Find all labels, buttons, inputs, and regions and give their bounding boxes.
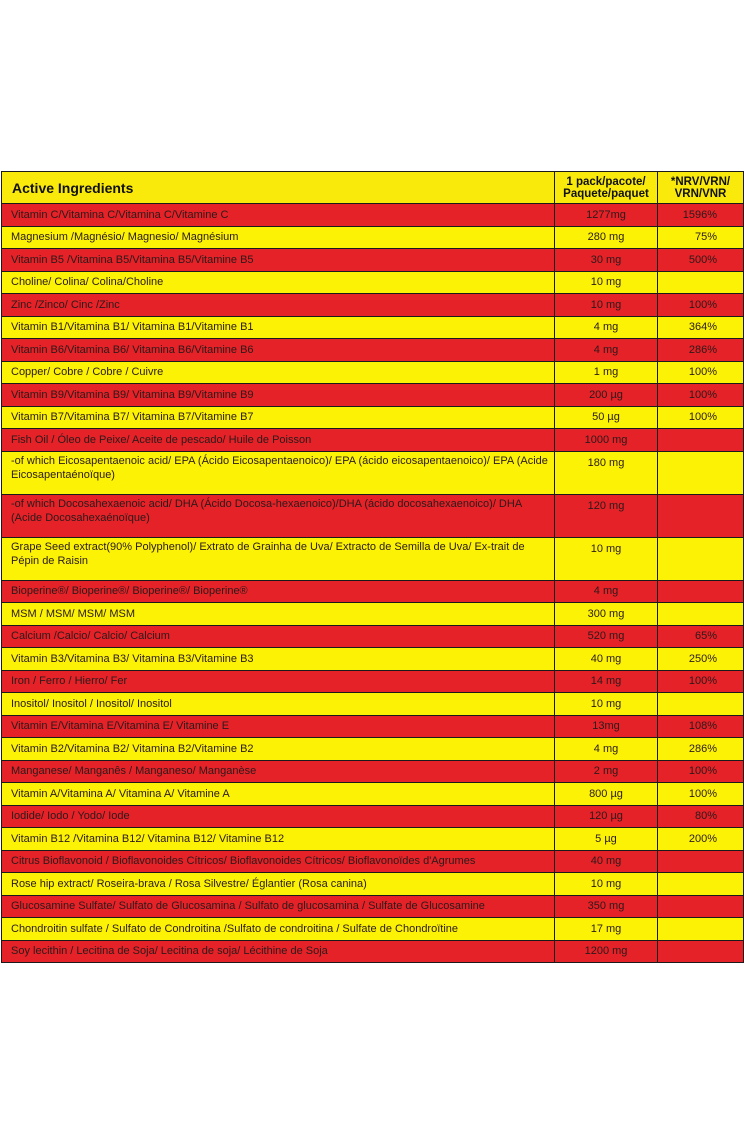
ingredients-table [1,171,744,963]
ingredient-nrv [658,850,744,873]
ingredient-amount: 40 mg [555,648,658,671]
ingredient-name: Citrus Bioflavonoid / Bioflavonoides Cítricos/ Bioflavonoides Cítricos/ Bioflavonoïdes d'Agrumes [2,850,555,873]
ingredient-amount: 4 mg [555,316,658,339]
ingredient-amount: 120 µg [555,805,658,828]
ingredient-nrv: 500% [658,249,744,272]
ingredient-amount: 200 µg [555,384,658,407]
ingredient-name: Grape Seed extract(90% Polyphenol)/ Extrato de Grainha de Uva/ Extracto de Semilla de Uva/ Ex-trait de Pépin de Raisin [2,537,555,580]
header-row [2,172,744,204]
table-row [2,316,744,339]
ingredient-name: Vitamin B9/Vitamina B9/ Vitamina B9/Vitamine B9 [2,384,555,407]
ingredient-amount: 50 µg [555,406,658,429]
ingredient-name: Calcium /Calcio/ Calcio/ Calcium [2,625,555,648]
table-row [2,918,744,941]
ingredient-nrv: 286% [658,738,744,761]
ingredient-name: Vitamin B1/Vitamina B1/ Vitamina B1/Vitamine B1 [2,316,555,339]
ingredient-nrv: 250% [658,648,744,671]
ingredient-amount: 17 mg [555,918,658,941]
table-row [2,494,744,537]
table-row [2,760,744,783]
table-row [2,625,744,648]
ingredient-name: Manganese/ Manganês / Manganeso/ Manganèse [2,760,555,783]
ingredient-name: Vitamin E/Vitamina E/Vitamina E/ Vitamine E [2,715,555,738]
ingredient-name: Vitamin B7/Vitamina B7/ Vitamina B7/Vitamine B7 [2,406,555,429]
ingredient-name: MSM / MSM/ MSM/ MSM [2,603,555,626]
ingredient-nrv [658,918,744,941]
ingredients-body [2,204,744,963]
ingredient-name: -of which Eicosapentaenoic acid/ EPA (Ácido Eicosapentaenoico)/ EPA (ácido eicosapentaenoico)/ EPA (Acide Eicosapentaénoïque) [2,451,555,494]
table-row [2,873,744,896]
ingredient-amount: 1000 mg [555,429,658,452]
ingredient-amount: 13mg [555,715,658,738]
ingredient-amount: 40 mg [555,850,658,873]
ingredient-amount: 180 mg [555,451,658,494]
table-row [2,339,744,362]
ingredient-nrv [658,271,744,294]
ingredient-nrv [658,895,744,918]
table-row [2,670,744,693]
table-row [2,384,744,407]
header-per-pack: 1 pack/pacote/ Paquete/paquet [555,172,658,204]
ingredient-name: Bioperine®/ Bioperine®/ Bioperine®/ Bioperine® [2,580,555,603]
ingredient-name: Magnesium /Magnésio/ Magnesio/ Magnésium [2,226,555,249]
ingredient-name: Vitamin A/Vitamina A/ Vitamina A/ Vitamine A [2,783,555,806]
ingredient-nrv [658,429,744,452]
ingredient-nrv: 100% [658,406,744,429]
ingredient-name: Zinc /Zinco/ Cinc /Zinc [2,294,555,317]
ingredient-nrv [658,603,744,626]
table-row [2,895,744,918]
table-row [2,249,744,272]
table-row [2,204,744,227]
ingredient-amount: 10 mg [555,873,658,896]
ingredient-nrv: 100% [658,361,744,384]
ingredient-amount: 1200 mg [555,940,658,963]
ingredient-name: Vitamin B6/Vitamina B6/ Vitamina B6/Vitamine B6 [2,339,555,362]
ingredient-amount: 800 µg [555,783,658,806]
ingredient-nrv [658,873,744,896]
ingredient-name: -of which Docosahexaenoic acid/ DHA (Ácido Docosa-hexaenoico)/DHA (ácido docosahexaenoico)/ DHA (Acide Docosahexaénoïque) [2,494,555,537]
ingredient-name: Glucosamine Sulfate/ Sulfato de Glucosamina / Sulfato de glucosamina / Sulfate de Glucosamine [2,895,555,918]
table-row [2,850,744,873]
ingredient-amount: 14 mg [555,670,658,693]
ingredient-nrv: 100% [658,384,744,407]
ingredient-amount: 520 mg [555,625,658,648]
table-row [2,361,744,384]
ingredient-name: Vitamin B3/Vitamina B3/ Vitamina B3/Vitamine B3 [2,648,555,671]
table-row [2,715,744,738]
table-row [2,805,744,828]
ingredient-amount: 1 mg [555,361,658,384]
ingredient-nrv: 108% [658,715,744,738]
ingredient-amount: 10 mg [555,294,658,317]
ingredient-nrv: 75% [658,226,744,249]
ingredient-amount: 280 mg [555,226,658,249]
ingredient-name: Choline/ Colina/ Colina/Choline [2,271,555,294]
table-row [2,271,744,294]
ingredient-nrv: 364% [658,316,744,339]
ingredient-nrv: 286% [658,339,744,362]
ingredient-amount: 30 mg [555,249,658,272]
ingredient-amount: 10 mg [555,537,658,580]
table-row [2,648,744,671]
ingredient-name: Inositol/ Inositol / Inositol/ Inositol [2,693,555,716]
ingredient-nrv: 100% [658,294,744,317]
ingredient-nrv: 200% [658,828,744,851]
table-row [2,406,744,429]
ingredient-amount: 120 mg [555,494,658,537]
table-row [2,294,744,317]
ingredient-name: Vitamin B12 /Vitamina B12/ Vitamina B12/ Vitamine B12 [2,828,555,851]
table-row [2,940,744,963]
ingredient-name: Fish Oil / Óleo de Peixe/ Aceite de pescado/ Huile de Poisson [2,429,555,452]
ingredient-nrv [658,451,744,494]
ingredient-name: Rose hip extract/ Roseira-brava / Rosa Silvestre/ Églantier (Rosa canina) [2,873,555,896]
ingredient-name: Chondroitin sulfate / Sulfato de Condroitina /Sulfato de condroitina / Sulfate de Chondroïtine [2,918,555,941]
ingredient-amount: 2 mg [555,760,658,783]
ingredient-amount: 1277mg [555,204,658,227]
ingredient-nrv [658,693,744,716]
ingredient-nrv: 100% [658,670,744,693]
table-row [2,226,744,249]
ingredient-amount: 5 µg [555,828,658,851]
table-row [2,537,744,580]
table-row [2,783,744,806]
ingredient-name: Vitamin B2/Vitamina B2/ Vitamina B2/Vitamine B2 [2,738,555,761]
ingredient-amount: 4 mg [555,339,658,362]
ingredient-nrv: 100% [658,783,744,806]
ingredient-name: Vitamin C/Vitamina C/Vitamina C/Vitamine C [2,204,555,227]
table-row [2,693,744,716]
header-active-ingredients: Active Ingredients [2,172,555,204]
table-row [2,828,744,851]
table-row [2,451,744,494]
ingredient-nrv [658,580,744,603]
ingredient-nrv: 1596% [658,204,744,227]
ingredient-nrv [658,940,744,963]
ingredient-nrv [658,494,744,537]
ingredient-amount: 10 mg [555,271,658,294]
table-row [2,429,744,452]
ingredient-nrv: 65% [658,625,744,648]
ingredient-nrv: 80% [658,805,744,828]
table-row [2,738,744,761]
ingredient-name: Soy lecithin / Lecitina de Soja/ Lecitina de soja/ Lécithine de Soja [2,940,555,963]
ingredient-name: Vitamin B5 /Vitamina B5/Vitamina B5/Vitamine B5 [2,249,555,272]
ingredient-nrv [658,537,744,580]
ingredient-name: Copper/ Cobre / Cobre / Cuivre [2,361,555,384]
ingredient-amount: 350 mg [555,895,658,918]
header-nrv: *NRV/VRN/ VRN/VNR [658,172,744,204]
ingredient-name: Iodide/ Iodo / Yodo/ Iode [2,805,555,828]
ingredient-amount: 10 mg [555,693,658,716]
ingredient-amount: 300 mg [555,603,658,626]
ingredient-amount: 4 mg [555,738,658,761]
ingredient-name: Iron / Ferro / Hierro/ Fer [2,670,555,693]
table-row [2,580,744,603]
table-row [2,603,744,626]
ingredient-amount: 4 mg [555,580,658,603]
ingredient-nrv: 100% [658,760,744,783]
